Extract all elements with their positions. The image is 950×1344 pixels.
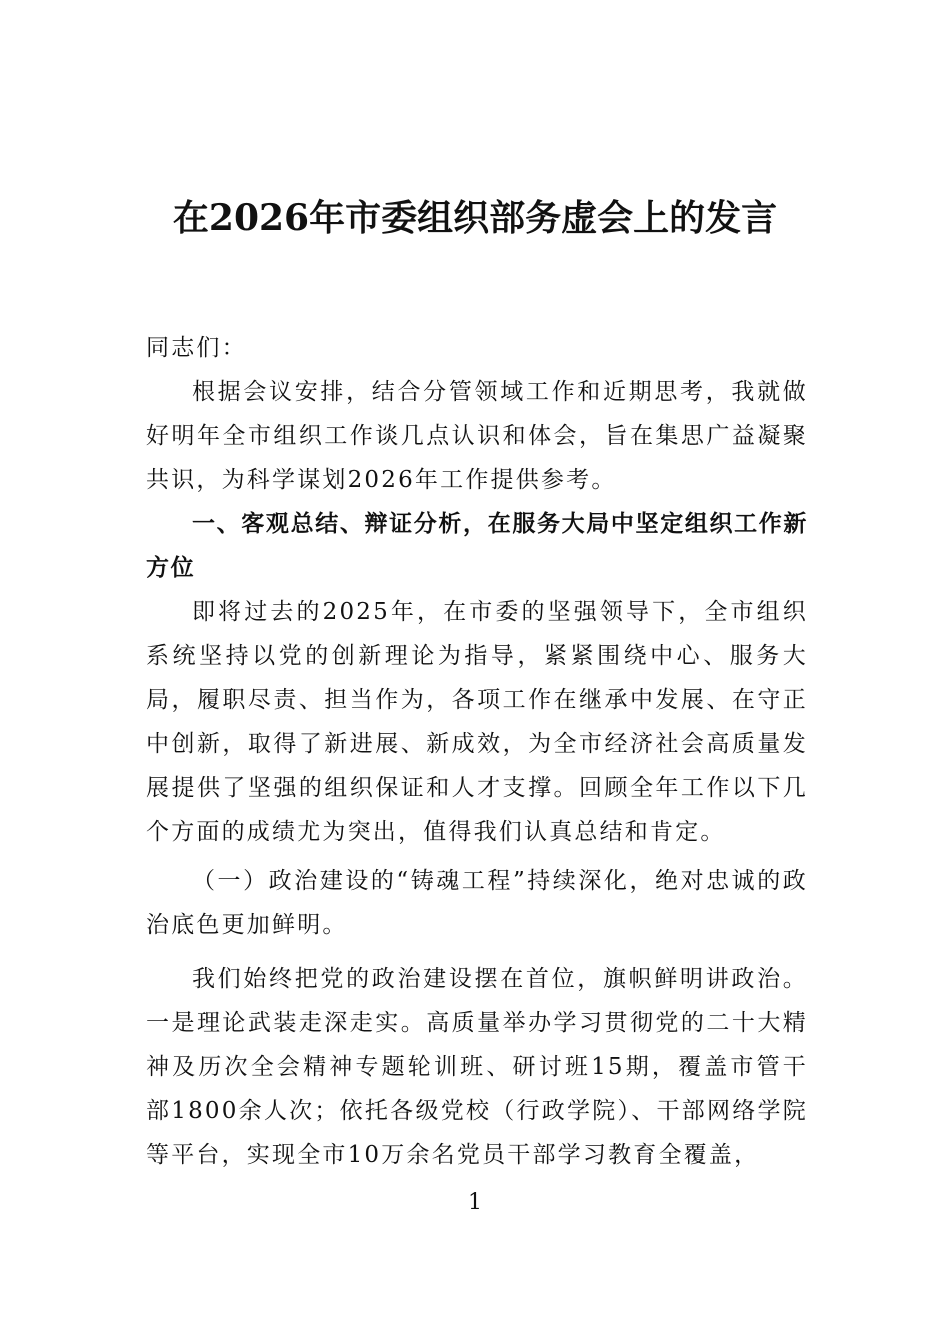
salutation: 同志们： [146, 335, 247, 361]
political-building-paragraph: 我们始终把党的政治建设摆在首位，旗帜鲜明讲政治。一是理论武装走深走实。高质量举办学习贯彻党的二十大精神及历次全会精神专题轮训班、研讨班15期，覆盖市管干部1800余人次；依托各级党校（行政学院）、干部网络学院等平台，实现全市10万余名党员干部学习教育全覆盖， [146, 966, 808, 1168]
summary-paragraph: 即将过去的2025年，在市委的坚强领导下，全市组织系统坚持以党的创新理论为指导，紧紧围绕中心、服务大局，履职尽责、担当作为，各项工作在继承中发展、在守正中创新，取得了新进展、新成效，为全市经济社会高质量发展提供了坚强的组织保证和人才支撑。回顾全年工作以下几个方面的成绩尤为突出，值得我们认真总结和肯定。 [146, 599, 808, 845]
document-body [146, 326, 808, 1177]
subsection-heading-1: （一）政治建设的“铸魂工程”持续深化，绝对忠诚的政治底色更加鲜明。 [146, 868, 808, 938]
intro-paragraph: 根据会议安排，结合分管领域工作和近期思考，我就做好明年全市组织工作谈几点认识和体会，旨在集思广益凝聚共识，为科学谋划2026年工作提供参考。 [146, 379, 808, 493]
page-number: 1 [468, 1190, 482, 1215]
document-title: 在2026年市委组织部务虚会上的发言 [172, 197, 778, 239]
section-heading-1: 一、客观总结、辩证分析，在服务大局中坚定组织工作新方位 [146, 511, 808, 581]
